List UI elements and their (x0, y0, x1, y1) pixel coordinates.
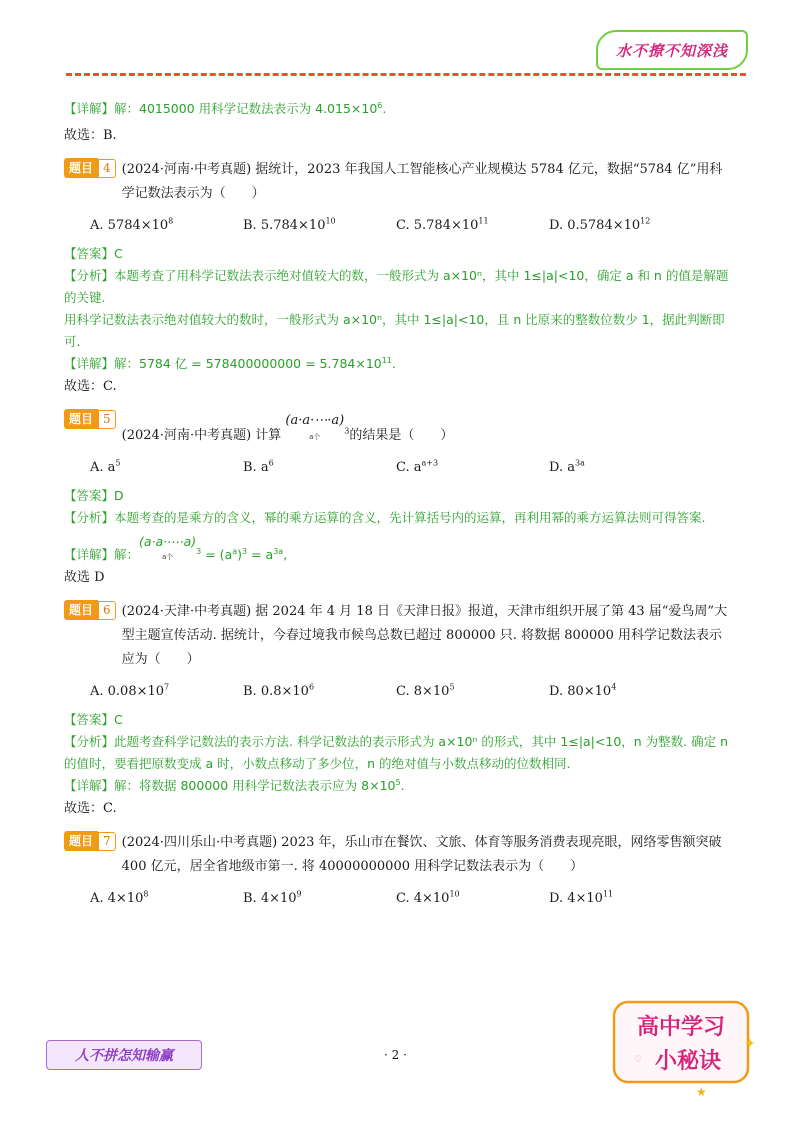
option-d (549, 218, 702, 233)
prev-detail (64, 98, 734, 120)
option-exp: 8 (168, 216, 174, 226)
detail-exp-3: 3 (242, 546, 248, 556)
star-icon: ★ (696, 1085, 707, 1099)
option-b (243, 684, 396, 699)
option-c (396, 218, 549, 233)
question-7-text: (2024·四川乐山·中考真题) 2023 年，乐山市在餐饮、文旅、体育等服务消费表现亮眼，网络零售额突破 400 亿元，居全省地级市第一. 将 40000000000 用科学记数法表示为（ ） (121, 835, 722, 874)
question-6 (64, 600, 734, 672)
study-tips-sticker (608, 996, 758, 1100)
prev-conclusion: 故选：B. (64, 128, 117, 143)
detail-mid-2: ) (237, 547, 243, 562)
tag-number: 5 (98, 410, 116, 429)
detail-text: 【详解】解：5784 亿 = 578400000000 = 5.784×10 (64, 356, 382, 371)
option-exp: 7 (164, 682, 170, 692)
option-d (549, 684, 702, 699)
tag-label: 题目 (64, 600, 98, 620)
option-c (396, 891, 549, 906)
option-b (243, 218, 396, 233)
option-a (90, 891, 243, 906)
question-4-analysis-1: 【分析】本题考查了用科学记数法表示绝对值较大的数，一般形式为 a×10ⁿ，其中 1≤|a|<10，确定 a 和 n 的值是解题的关键. (64, 268, 729, 305)
option-a (90, 684, 243, 699)
question-4-options (90, 218, 734, 233)
option-exp: 10 (325, 216, 336, 226)
question-tag (64, 158, 116, 178)
detail-end: . (400, 778, 405, 793)
option-exp: 10 (449, 889, 460, 899)
question-4 (64, 158, 734, 206)
expr-body: (a·a·⋯·a) (285, 413, 345, 428)
question-4-detail (64, 353, 734, 375)
question-6-analysis: 【分析】此题考查科学记数法的表示方法. 科学记数法的表示形式为 a×10ⁿ 的形式，其中 1≤|a|<10，n 为整数. 确定 n 的值时，要看把原数变成 a 时，小数点移动了多少位，n 的绝对值与小数点移动的位数相同. (64, 734, 729, 771)
page-number: · 2 · (384, 1048, 407, 1062)
detail-exp-2: a (232, 546, 238, 556)
page-content (64, 98, 734, 916)
option-exp: 4 (611, 682, 617, 692)
detail-exp-4: 3a (273, 546, 284, 556)
option-label: D. a (549, 460, 575, 475)
heart-icon: ♡ (634, 1055, 643, 1065)
question-4-text: (2024·河南·中考真题) 据统计，2023 年我国人工智能核心产业规模达 5784 亿元，数据“5784 亿”用科学记数法表示为（ ） (121, 162, 723, 201)
question-7-options (90, 891, 734, 906)
option-exp: 5 (115, 458, 121, 468)
sticker-line-1: 高中学习 (636, 1015, 726, 1040)
tag-number: 6 (98, 601, 116, 620)
expr-exp: 3 (344, 426, 350, 436)
question-5-text (122, 409, 454, 448)
question-7 (64, 831, 734, 879)
option-exp: 9 (296, 889, 302, 899)
question-5 (64, 409, 734, 448)
question-5-tail: 的结果是（ ） (349, 428, 454, 443)
question-tag (64, 409, 116, 429)
question-6-text: (2024·天津·中考真题) 据 2024 年 4 月 18 日《天津日报》报道，天津市组织开展了第 43 届“爱鸟周”大型主题宣传活动. 据统计，今春过境我市候鸟总数已超过 800000 只. 将数据 800000 用科学记数法表示应为（ ） (121, 604, 728, 667)
question-tag (64, 831, 116, 851)
question-5-source: (2024·河南·中考真题) 计算 (121, 428, 282, 443)
expr-underbrace-label: a个 (309, 433, 321, 441)
option-label: C. 5.784×10 (396, 218, 479, 233)
option-label: A. 0.08×10 (90, 684, 165, 699)
option-b (243, 891, 396, 906)
option-exp: 12 (640, 216, 651, 226)
option-label: C. 4×10 (396, 891, 450, 906)
question-5-analysis: 【分析】本题考查的是乘方的含义，幂的乘方运算的含义，先计算括号内的运算，再利用幂的乘方运算法则可得答案. (64, 510, 706, 525)
option-label: B. 0.8×10 (243, 684, 309, 699)
detail-exp: 5 (395, 777, 401, 787)
option-label: B. a (243, 460, 269, 475)
option-exp: 3a (574, 458, 585, 468)
question-6-answer: 【答案】C (64, 712, 123, 727)
option-exp: 8 (143, 889, 149, 899)
option-c (396, 684, 549, 699)
tag-number: 4 (98, 159, 116, 178)
question-6-options (90, 684, 734, 699)
question-5-answer: 【答案】D (64, 488, 124, 503)
question-tag (64, 600, 116, 620)
question-5-conclusion: 故选 D (64, 570, 105, 585)
option-label: A. 4×10 (90, 891, 144, 906)
header-slogan-badge: 水不撩不知深浅 (596, 30, 748, 70)
question-6-detail (64, 775, 734, 797)
question-5-expression (285, 409, 344, 441)
footer-motto: 人不拼怎知输赢 (46, 1040, 202, 1070)
prev-detail-end: . (382, 101, 387, 116)
option-exp: 5 (449, 682, 455, 692)
detail-end: , (283, 547, 288, 562)
option-exp: 6 (308, 682, 315, 692)
option-label: B. 4×10 (243, 891, 297, 906)
tag-label: 题目 (64, 831, 98, 851)
detail-exp: 11 (381, 355, 392, 365)
option-label: B. 5.784×10 (243, 218, 326, 233)
question-4-conclusion: 故选：C. (64, 379, 117, 394)
detail-mid-3: = a (247, 547, 274, 562)
prev-detail-text: 【详解】解：4015000 用科学记数法表示为 4.015×10 (64, 101, 378, 116)
option-b (243, 460, 396, 475)
detail-underbrace-label: a个 (161, 553, 174, 561)
tag-number: 7 (98, 832, 116, 851)
option-label: D. 0.5784×10 (549, 218, 641, 233)
question-5-options (90, 460, 734, 475)
prev-detail-exp: 6 (377, 100, 383, 110)
option-exp: a+3 (421, 458, 439, 468)
option-exp: 11 (478, 216, 489, 226)
option-label: C. 8×10 (396, 684, 450, 699)
tag-label: 题目 (64, 409, 98, 429)
detail-text: 【详解】解：将数据 800000 用科学记数法表示应为 8×10 (64, 778, 396, 793)
sticker-line-2: 小秘诀 (654, 1049, 722, 1074)
detail-end: . (391, 356, 396, 371)
detail-prefix: 【详解】解： (64, 547, 140, 562)
option-a (90, 218, 243, 233)
option-label: A. a (90, 460, 116, 475)
detail-expr-body: (a·a·⋯·a) (139, 534, 197, 549)
option-a (90, 460, 243, 475)
question-6-conclusion: 故选：C. (64, 801, 117, 816)
question-4-analysis-2: 用科学记数法表示绝对值较大的数时，一般形式为 a×10ⁿ，其中 1≤|a|<10，且 n 比原来的整数位数少 1，据此判断即可. (64, 312, 725, 349)
option-label: D. 80×10 (549, 684, 612, 699)
option-label: A. 5784×10 (90, 218, 169, 233)
question-5-detail (64, 531, 734, 566)
question-4-answer: 【答案】C (64, 246, 123, 261)
sparkle-icon: ✦ (744, 1036, 756, 1052)
header-dashed-divider (66, 73, 746, 76)
option-d (549, 891, 702, 906)
option-exp: 11 (602, 889, 614, 899)
tag-label: 题目 (64, 158, 98, 178)
option-label: D. 4×10 (549, 891, 603, 906)
option-d (549, 460, 702, 475)
option-exp: 6 (268, 458, 274, 468)
option-label: C. a (396, 460, 422, 475)
option-c (396, 460, 549, 475)
detail-mid: = (a (201, 547, 233, 562)
detail-expression (139, 531, 196, 561)
detail-exp-1: 3 (196, 546, 202, 556)
